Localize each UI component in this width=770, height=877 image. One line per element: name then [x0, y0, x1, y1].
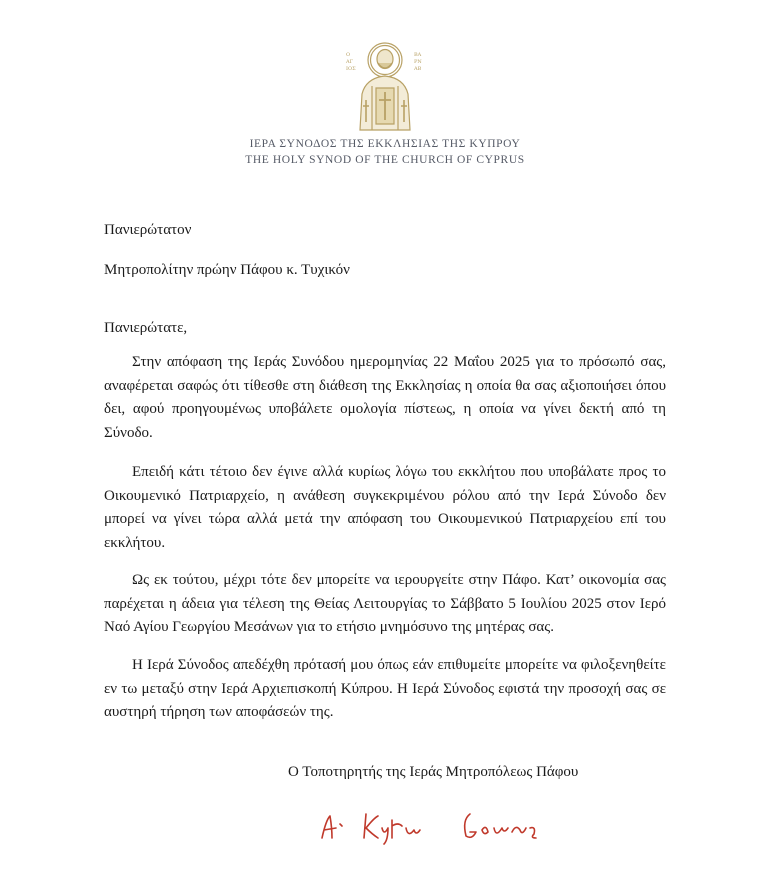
- paragraph-1: Στην απόφαση της Ιεράς Συνόδου ημερομηνίας 22 Μαΐου 2025 για το πρόσωπό σας, αναφέρεται σαφώς ότι τίθεσθε στη διάθεση της Εκκλησίας η οποία θα σας αξιοποιήσει όπου δει, αφού προηγουμένως υποβάλετε ομολογία πίστεως, η οποία να γίνει δεκτή από τη Σύνοδο.: [104, 354, 666, 441]
- paragraph-2: Επειδή κάτι τέτοιο δεν έγινε αλλά κυρίως λόγω του εκκλήτου που υποβάλατε προς το Οικουμενικό Πατριαρχείο, η ανάθεση συγκεκριμένου ρόλου από την Ιερά Σύνοδο δεν μπορεί να γίνει τώρα αλλά μετά την απόφαση του Οικουμενικού Πατριαρχείου επί του εκκλήτου.: [104, 464, 666, 551]
- letterhead: [0, 136, 770, 168]
- handwritten-signature: [316, 806, 548, 848]
- svg-text:ΑΓ: ΑΓ: [346, 59, 354, 65]
- svg-text:ΙΟΣ: ΙΟΣ: [346, 66, 356, 72]
- recipient-title: Πανιερώτατον: [104, 222, 192, 238]
- letterhead-greek: ΙΕΡΑ ΣΥΝΟΔΟΣ ΤΗΣ ΕΚΚΛΗΣΙΑΣ ΤΗΣ ΚΥΠΡΟΥ: [249, 138, 521, 150]
- letterhead-english: THE HOLY SYNOD OF THE CHURCH OF CYPRUS: [245, 154, 525, 166]
- svg-text:ΑΒ: ΑΒ: [414, 66, 422, 72]
- svg-text:ΡΝ: ΡΝ: [414, 59, 422, 65]
- svg-text:Ο: Ο: [346, 52, 351, 58]
- saint-icon: [342, 34, 428, 132]
- paragraph-4: Η Ιερά Σύνοδος απεδέχθη πρότασή μου όπως εάν επιθυμείτε μπορείτε να φιλοξενηθείτε εν τω μεταξύ στην Ιερά Αρχιεπισκοπή Κύπρου. Η Ιερά Σύνοδος εφιστά την προσοχή σας σε αυστηρή τήρηση των αποφάσεών της.: [104, 657, 666, 720]
- closing-title: Ο Τοποτηρητής της Ιεράς Μητροπόλεως Πάφου: [288, 764, 579, 780]
- recipient-name: Μητροπολίτην πρώην Πάφου κ. Τυχικόν: [104, 262, 350, 278]
- salutation: Πανιερώτατε,: [104, 320, 188, 336]
- svg-text:ΒΑ: ΒΑ: [414, 52, 422, 58]
- paragraph-3: Ως εκ τούτου, μέχρι τότε δεν μπορείτε να ιερουργείτε στην Πάφο. Κατ’ οικονομία σας παρέχεται η άδεια για τέλεση της Θείας Λειτουργίας το Σάββατο 5 Ιουλίου 2025 στον Ιερό Ναό Αγίου Γεωργίου Μεσάνων για το ετήσιο μνημόσυνο της μητέρας σας.: [104, 572, 666, 635]
